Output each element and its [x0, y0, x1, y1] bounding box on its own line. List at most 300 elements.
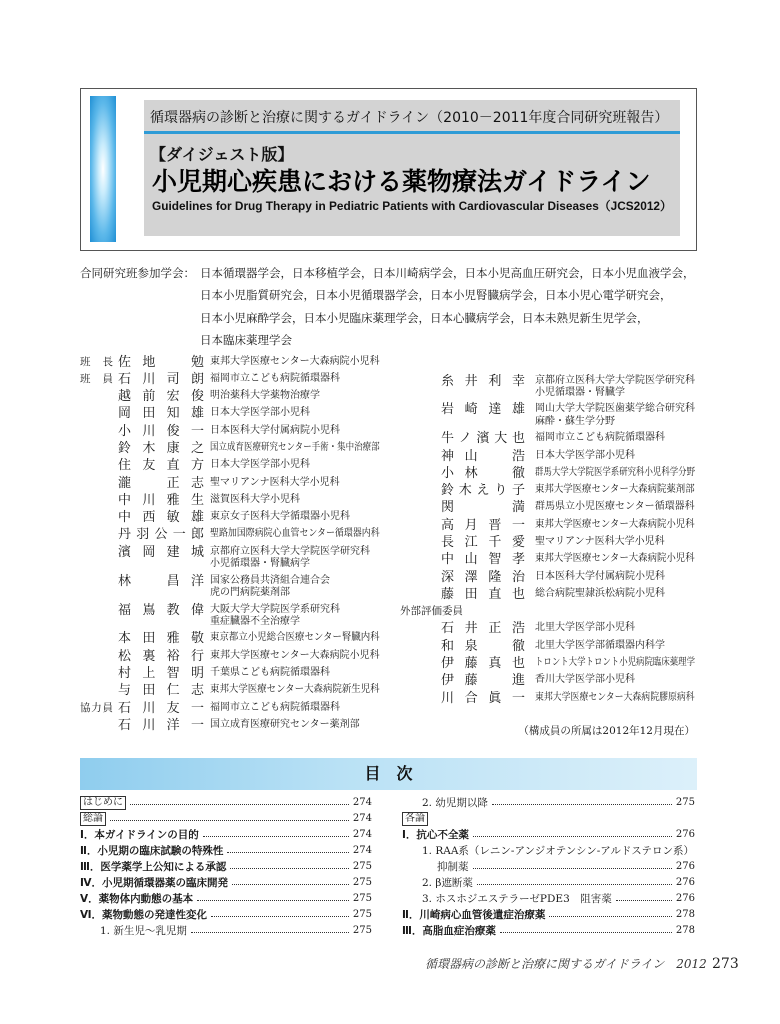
glyph: 直 [166, 458, 180, 474]
member-row [80, 719, 380, 736]
glyph: 一 [190, 423, 204, 439]
societies-line: 日本臨床薬理学会 [200, 332, 292, 347]
member-affiliation [535, 657, 695, 669]
societies-label: 合同研究班参加学会： [80, 266, 195, 280]
glyph: 偉 [190, 602, 204, 618]
member-affiliation [535, 484, 695, 496]
affiliation-line: 麻酔・蘇生学分野 [535, 415, 615, 427]
glyph: 岡 [142, 544, 156, 560]
member-name [441, 674, 525, 687]
affiliation-line: 虎の門病院薬剤部 [210, 586, 290, 598]
glyph: 地 [142, 354, 156, 370]
glyph: 康 [166, 440, 180, 456]
glyph: 昌 [166, 573, 180, 589]
affiliation-line: 京都府立医科大学大学院医学研究科 [210, 545, 370, 557]
glyph: 合 [464, 690, 478, 706]
member-row [400, 622, 697, 639]
glyph: 田 [142, 683, 156, 699]
glyph: 敬 [190, 631, 204, 647]
affiliation-line: 岡山大学大学院医歯薬学総合研究科 [535, 403, 695, 415]
member-row [400, 536, 697, 553]
toc-page-number: 275 [352, 877, 372, 888]
affiliation-line: 聖マリアンナ医科大学小児科 [210, 476, 340, 488]
member-row [80, 575, 380, 604]
member-row [80, 632, 380, 649]
toc-entry [402, 795, 695, 811]
member-name [441, 432, 525, 445]
member-affiliation [535, 571, 695, 583]
member-row [80, 373, 380, 390]
toc-page-number: 275 [352, 909, 372, 920]
toc-entry [80, 875, 372, 891]
glyph: 長 [102, 355, 113, 368]
toc-entry-label: 抑制薬 [437, 861, 469, 873]
glyph: 勉 [190, 354, 204, 370]
member-name [118, 477, 204, 490]
glyph: 鈴 [441, 483, 455, 499]
toc-leader [227, 852, 348, 853]
glyph: 智 [488, 552, 502, 568]
affiliation-line: 福岡市立こども病院循環器科 [210, 701, 340, 713]
glyph: 治 [511, 569, 525, 585]
member-name [441, 640, 525, 653]
glyph: 中 [118, 492, 132, 508]
toc-leader [203, 836, 349, 837]
member-name [118, 604, 204, 617]
member-affiliation [210, 546, 380, 571]
affiliation-line: 京都府立医科大学大学院医学研究科 [535, 374, 695, 386]
glyph: 林 [464, 465, 478, 481]
member-row [400, 375, 697, 404]
glyph: 山 [464, 552, 478, 568]
glyph: 濱 [118, 544, 132, 560]
toc-title: 目 次 [364, 764, 413, 783]
toc-entry [402, 843, 695, 859]
toc-entry [80, 859, 372, 875]
member-name [441, 588, 525, 601]
glyph: 志 [190, 683, 204, 699]
toc-leader [477, 884, 672, 885]
glyph: 雄 [511, 402, 525, 418]
member-name [118, 702, 204, 715]
affiliation-line: 小児循環器・腎臓学 [535, 386, 625, 398]
members-list-right [400, 375, 697, 709]
glyph: 洋 [190, 573, 204, 589]
toc-entry [80, 811, 372, 827]
toc-page-number: 275 [352, 925, 372, 936]
affiliation-line: 国家公務員共済組合連合会 [210, 574, 330, 586]
glyph: 一 [190, 717, 204, 733]
toc-column-right [402, 795, 695, 939]
member-row [400, 588, 697, 605]
committee-heading: 外部評価委員 [400, 605, 463, 618]
glyph [488, 674, 501, 687]
toc-entry-label: Ⅱ．小児期の臨床試験の特殊性 [80, 845, 224, 857]
toc-leader [616, 900, 672, 901]
member-row [400, 657, 697, 674]
member-row [80, 684, 380, 701]
glyph: 川 [142, 492, 156, 508]
member-name [118, 407, 204, 420]
glyph: 山 [464, 448, 478, 464]
member-name [441, 484, 525, 497]
members-list-left [80, 356, 380, 737]
affiliation-line: 東邦大学医療センター大森病院膠原病科 [535, 691, 695, 703]
toc-entry-label: 2. β遮断薬 [422, 877, 473, 889]
running-footer: 循環器病の診断と治療に関するガイドライン 2012 [425, 957, 707, 971]
affiliation-note: （構成員の所属は2012年12月現在） [518, 725, 695, 737]
glyph: 江 [464, 535, 478, 551]
glyph: 石 [441, 621, 455, 637]
glyph: 千 [488, 535, 502, 551]
glyph: 正 [166, 475, 180, 491]
glyph [488, 640, 501, 653]
member-name [118, 684, 204, 697]
glyph: 深 [441, 569, 455, 585]
member-row [80, 442, 380, 459]
toc-entry-continued [402, 859, 695, 875]
toc-page-number: 274 [352, 845, 372, 856]
glyph: 公 [154, 527, 168, 543]
member-affiliation [210, 390, 380, 402]
series-title: 循環器病の診断と治療に関するガイドライン（2010－2011年度合同研究班報告） [150, 110, 669, 126]
glyph: 力 [91, 701, 102, 714]
glyph: 知 [166, 406, 180, 422]
member-row [80, 604, 380, 633]
glyph: 田 [142, 631, 156, 647]
glyph: 濱 [476, 431, 490, 447]
toc-leader [130, 804, 349, 805]
header-panel [144, 100, 680, 236]
toc-entry-label: 1. 新生児～乳児期 [100, 925, 187, 937]
toc-entry [402, 827, 695, 843]
toc-part-label: 各論 [402, 812, 428, 826]
glyph: 川 [142, 371, 156, 387]
glyph: 幸 [511, 373, 525, 389]
member-row [80, 528, 380, 545]
toc-entry [80, 907, 372, 923]
toc-leader [473, 868, 672, 869]
societies-line: 日本小児脂質研究会，日本小児循環器学会，日本小児腎臓病学会，日本小児心電学研究会， [200, 288, 672, 303]
glyph: 敏 [166, 510, 180, 526]
toc-entry [402, 907, 695, 923]
glyph: 西 [142, 510, 156, 526]
glyph: 智 [166, 666, 180, 682]
glyph: 雅 [166, 492, 180, 508]
glyph: 藤 [464, 673, 478, 689]
member-name [441, 450, 525, 463]
glyph: 木 [142, 440, 156, 456]
glyph [488, 501, 501, 514]
societies-line: 日本小児麻酔学会，日本小児臨床薬理学会，日本心臓病学会，日本未熟児新生児学会， [200, 310, 649, 325]
glyph: 員 [102, 701, 113, 714]
glyph: 達 [488, 402, 502, 418]
glyph: ノ [458, 431, 472, 447]
glyph: 隆 [488, 569, 502, 585]
member-role [80, 702, 113, 715]
glyph: 友 [166, 700, 180, 716]
member-role [80, 356, 113, 369]
glyph: 朗 [190, 371, 204, 387]
toc-leader [197, 900, 349, 901]
page-title: 小児期心疾患における薬物療法ガイドライン [152, 167, 651, 196]
member-name [118, 511, 204, 524]
toc-entry [402, 891, 695, 907]
toc-entry [80, 843, 372, 859]
glyph: 一 [511, 690, 525, 706]
toc-page-number: 276 [675, 877, 695, 888]
member-name [118, 528, 204, 541]
glyph: 村 [118, 666, 132, 682]
glyph: 月 [464, 517, 478, 533]
toc-entry-label: Ⅴ．薬物体内動態の基本 [80, 893, 194, 905]
member-name [441, 692, 525, 705]
affiliation-line: 東邦大学医療センター大森病院小児科 [535, 518, 695, 530]
member-row [80, 407, 380, 424]
member-name [441, 519, 525, 532]
glyph: 田 [142, 406, 156, 422]
member-affiliation [210, 719, 380, 731]
toc-part-label: はじめに [80, 796, 126, 810]
glyph: 松 [118, 648, 132, 664]
glyph: 宏 [166, 389, 180, 405]
glyph: 孝 [511, 552, 525, 568]
glyph: 川 [441, 690, 455, 706]
glyph [465, 501, 478, 514]
glyph: 羽 [136, 527, 150, 543]
member-name [441, 501, 525, 514]
toc-page-number: 275 [675, 797, 695, 808]
member-affiliation [535, 674, 695, 686]
member-affiliation [210, 477, 380, 489]
member-row [400, 640, 697, 657]
member-affiliation [210, 459, 380, 471]
glyph: 前 [142, 389, 156, 405]
affiliation-line: 国立成育医療研究センター手術・集中治療部 [210, 441, 380, 453]
header-divider [144, 131, 680, 134]
member-row [400, 403, 697, 432]
affiliation-line: 総合病院聖隷浜松病院小児科 [535, 587, 665, 599]
toc-entry-label: 3. ホスホジエステラーゼPDE3 阻害薬 [422, 893, 612, 905]
member-affiliation [535, 501, 695, 513]
glyph: 藤 [464, 656, 478, 672]
toc-page-number: 274 [352, 829, 372, 840]
toc-leader [549, 916, 671, 917]
glyph: 牛 [441, 431, 455, 447]
glyph: 澤 [464, 569, 478, 585]
member-name [441, 375, 525, 388]
toc-entry [80, 827, 372, 843]
glyph: 木 [458, 483, 472, 499]
affiliation-line: 国立成育医療研究センター薬剤部 [210, 718, 360, 730]
glyph: 郎 [190, 527, 204, 543]
glyph: 班 [80, 372, 91, 385]
toc-page-number: 274 [352, 813, 372, 824]
member-name [118, 442, 204, 455]
header-accent-bar [90, 96, 116, 242]
member-affiliation [210, 528, 380, 540]
affiliation-line: 群馬県立小児医療センター循環器科 [535, 501, 695, 513]
member-affiliation [535, 375, 695, 400]
member-affiliation [535, 432, 695, 444]
member-affiliation [210, 373, 380, 385]
member-affiliation [535, 553, 695, 565]
toc-leader [230, 868, 348, 869]
glyph: 裕 [166, 648, 180, 664]
toc-entry [402, 875, 695, 891]
member-row [80, 390, 380, 407]
member-affiliation [210, 356, 380, 368]
glyph: 伊 [441, 656, 455, 672]
glyph: 友 [142, 458, 156, 474]
member-row [80, 494, 380, 511]
toc-entry-label: 1. RAA系（レニン-アンジオテンシン-アルドステロン系） [422, 845, 695, 857]
glyph: 岩 [441, 402, 455, 418]
glyph: 中 [118, 510, 132, 526]
affiliation-line: 東邦大学医療センター大森病院小児科 [210, 649, 380, 661]
affiliation-line: 明治薬科大学薬物治療学 [210, 390, 320, 402]
toc-page-number: 278 [675, 909, 695, 920]
glyph: 一 [172, 527, 186, 543]
glyph: 高 [441, 517, 455, 533]
toc-leader [492, 804, 672, 805]
toc-page-number: 274 [352, 797, 372, 808]
glyph: 建 [166, 544, 180, 560]
member-affiliation [210, 425, 380, 437]
glyph: 俊 [166, 423, 180, 439]
member-affiliation [535, 467, 695, 479]
glyph: 洋 [166, 717, 180, 733]
member-row [400, 674, 697, 691]
member-name [441, 467, 525, 480]
toc-entry [402, 811, 695, 827]
glyph: 直 [488, 586, 502, 602]
toc-leader [110, 820, 349, 821]
glyph: 裏 [142, 648, 156, 664]
glyph: 也 [511, 656, 525, 672]
glyph: 石 [118, 700, 132, 716]
toc-page-number: 275 [352, 893, 372, 904]
toc-page-number: 276 [675, 893, 695, 904]
glyph: 協 [80, 701, 91, 714]
member-row [400, 519, 697, 536]
affiliation-line: 日本大学医学部小児科 [210, 459, 310, 471]
affiliation-line: 聖路加国際病院心血管センター循環器内科 [210, 528, 380, 540]
affiliation-line: 千葉県こども病院循環器科 [210, 667, 330, 679]
member-name [118, 575, 204, 588]
toc-leader [500, 932, 672, 933]
member-name [118, 632, 204, 645]
member-affiliation [210, 604, 380, 629]
member-name [118, 667, 204, 680]
affiliation-line: 日本医科大学付属病院小児科 [535, 570, 665, 582]
toc-leader [473, 836, 672, 837]
member-name [118, 425, 204, 438]
member-affiliation [210, 494, 380, 506]
glyph: 也 [511, 431, 525, 447]
glyph: 泉 [464, 638, 478, 654]
glyph: 嶌 [142, 602, 156, 618]
affiliation-line: 東邦大学医療センター大森病院新生児科 [210, 684, 380, 696]
member-affiliation [210, 667, 380, 679]
glyph: 真 [488, 656, 502, 672]
affiliation-line: 聖マリアンナ医科大学小児科 [535, 536, 665, 548]
member-affiliation [210, 575, 380, 600]
glyph: 川 [142, 423, 156, 439]
glyph: 関 [441, 500, 455, 516]
glyph: 神 [441, 448, 455, 464]
glyph: 志 [190, 475, 204, 491]
glyph: 一 [511, 517, 525, 533]
toc-leader [211, 916, 349, 917]
societies-list [200, 262, 695, 351]
glyph: 林 [118, 573, 132, 589]
toc-entry [402, 923, 695, 939]
glyph: 生 [190, 492, 204, 508]
toc-entry-label: 2. 幼児期以降 [422, 797, 488, 809]
member-name [441, 403, 525, 416]
member-row [400, 692, 697, 709]
societies-line: 日本循環器学会，日本移植学会，日本川崎病学会，日本小児高血圧研究会，日本小児血液学会， [200, 266, 695, 280]
page-number: 273 [712, 956, 739, 972]
toc-page-number: 278 [675, 925, 695, 936]
toc-entry-label: Ⅳ．小児期循環器薬の臨床開発 [80, 877, 229, 889]
glyph: 和 [441, 638, 455, 654]
member-affiliation [535, 622, 695, 634]
glyph: 福 [118, 602, 132, 618]
toc-leader [232, 884, 349, 885]
glyph: 小 [441, 465, 455, 481]
glyph: 本 [118, 631, 132, 647]
glyph: 進 [511, 673, 525, 689]
glyph: 行 [190, 648, 204, 664]
member-name [441, 571, 525, 584]
glyph: 子 [511, 483, 525, 499]
member-row [400, 553, 697, 570]
toc-entry-label: Ⅵ．薬物動態の発達性変化 [80, 909, 208, 921]
toc-part-label: 総論 [80, 812, 106, 826]
member-name [118, 459, 204, 472]
toc-entry [80, 891, 372, 907]
toc-page-number: 276 [675, 829, 695, 840]
glyph: 方 [190, 458, 204, 474]
member-affiliation [535, 519, 695, 531]
member-affiliation [210, 650, 380, 662]
glyph: 教 [166, 602, 180, 618]
affiliation-line: 香川大学医学部小児科 [535, 674, 635, 686]
member-affiliation [535, 640, 695, 652]
glyph [142, 477, 155, 490]
affiliation-line: トロント大学トロント小児病院臨床薬理学 [535, 657, 695, 669]
glyph: 瀧 [118, 475, 132, 491]
glyph: 一 [190, 700, 204, 716]
glyph: 雅 [166, 631, 180, 647]
glyph: 也 [511, 586, 525, 602]
member-row [400, 501, 697, 518]
member-row [80, 356, 380, 373]
glyph: 愛 [511, 535, 525, 551]
affiliation-line: 福岡市立こども病院循環器科 [535, 432, 665, 444]
glyph: 伊 [441, 673, 455, 689]
member-row [80, 546, 380, 575]
member-row [80, 667, 380, 684]
member-affiliation [210, 442, 380, 454]
affiliation-line: 重症臓器不全治療学 [210, 615, 300, 627]
member-name [441, 536, 525, 549]
glyph: 浩 [511, 448, 525, 464]
glyph: 班 [80, 355, 91, 368]
guideline-header [80, 88, 697, 251]
